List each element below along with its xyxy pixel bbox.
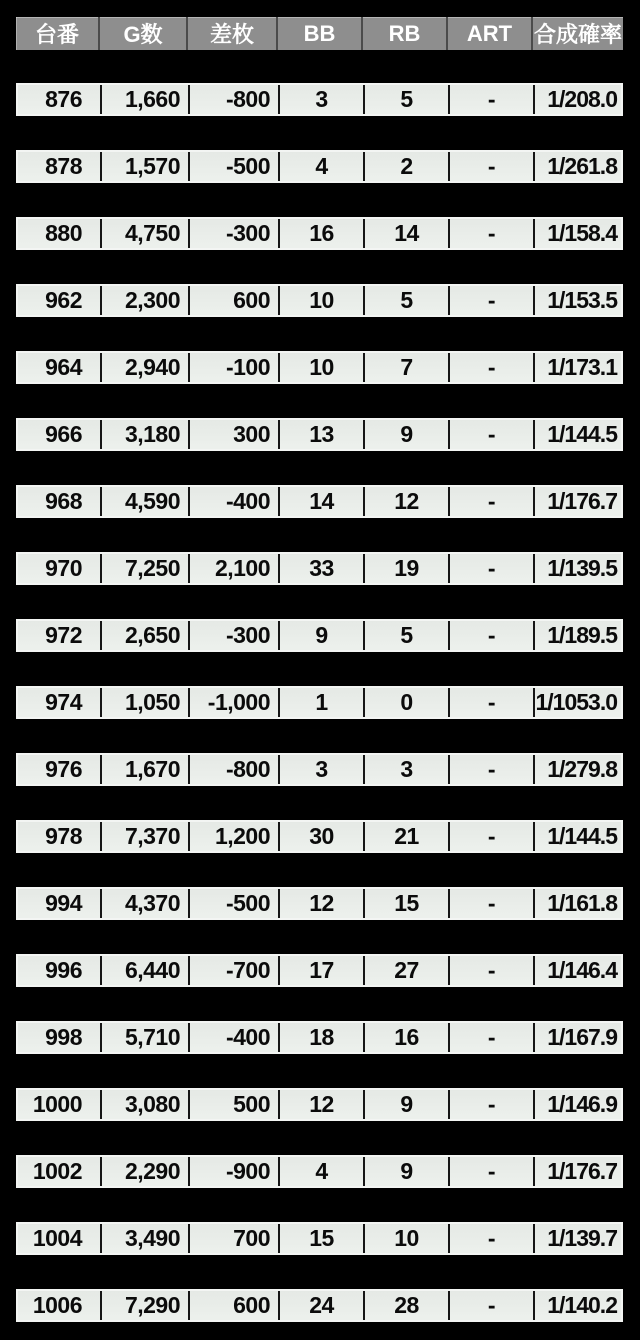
column-header-art: ART xyxy=(448,17,533,50)
cell-games: 1,660 xyxy=(102,85,190,114)
column-header-bb: BB xyxy=(278,17,363,50)
cell-diff: -800 xyxy=(190,85,280,114)
cell-bb: 30 xyxy=(280,822,365,851)
table-row xyxy=(16,217,623,250)
cell-diff: -800 xyxy=(190,755,280,784)
cell-unit: 880 xyxy=(18,219,102,248)
cell-art: - xyxy=(450,420,535,449)
table-body xyxy=(16,83,623,1322)
column-header-rate: 合成確率 xyxy=(533,22,622,47)
cell-art: - xyxy=(450,822,535,851)
cell-rate: 1/139.7 xyxy=(547,1225,617,1251)
cell-diff: 2,100 xyxy=(190,554,280,583)
table-row xyxy=(16,552,623,585)
cell-games: 2,940 xyxy=(102,353,190,382)
cell-rate: 1/261.8 xyxy=(547,153,617,179)
cell-bb: 14 xyxy=(280,487,365,516)
table-row xyxy=(16,485,623,518)
cell-games: 1,670 xyxy=(102,755,190,784)
cell-rate: 1/167.9 xyxy=(547,1024,617,1050)
cell-games: 3,180 xyxy=(102,420,190,449)
cell-bb: 3 xyxy=(280,755,365,784)
cell-games: 4,750 xyxy=(102,219,190,248)
cell-rate: 1/140.2 xyxy=(547,1292,617,1318)
cell-rate: 1/208.0 xyxy=(547,86,617,112)
table-row xyxy=(16,887,623,920)
table-row xyxy=(16,150,623,183)
cell-unit: 976 xyxy=(18,755,102,784)
cell-rb: 9 xyxy=(365,1157,450,1186)
cell-art: - xyxy=(450,487,535,516)
cell-unit: 1004 xyxy=(18,1224,102,1253)
table-row xyxy=(16,619,623,652)
table-header-row xyxy=(16,17,623,50)
cell-diff: -1,000 xyxy=(190,688,280,717)
cell-bb: 33 xyxy=(280,554,365,583)
cell-art: - xyxy=(450,219,535,248)
cell-rate: 1/176.7 xyxy=(547,488,617,514)
cell-rb: 28 xyxy=(365,1291,450,1320)
cell-rate: 1/146.9 xyxy=(547,1091,617,1117)
cell-bb: 17 xyxy=(280,956,365,985)
cell-games: 1,050 xyxy=(102,688,190,717)
cell-rate: 1/158.4 xyxy=(547,220,617,246)
cell-bb: 12 xyxy=(280,889,365,918)
cell-art: - xyxy=(450,353,535,382)
cell-games: 2,650 xyxy=(102,621,190,650)
cell-bb: 9 xyxy=(280,621,365,650)
table-row xyxy=(16,753,623,786)
cell-bb: 24 xyxy=(280,1291,365,1320)
cell-unit: 962 xyxy=(18,286,102,315)
cell-unit: 996 xyxy=(18,956,102,985)
cell-unit: 970 xyxy=(18,554,102,583)
cell-games: 7,370 xyxy=(102,822,190,851)
cell-games: 3,490 xyxy=(102,1224,190,1253)
cell-games: 1,570 xyxy=(102,152,190,181)
cell-bb: 10 xyxy=(280,286,365,315)
cell-rb: 14 xyxy=(365,219,450,248)
cell-unit: 998 xyxy=(18,1023,102,1052)
cell-unit: 878 xyxy=(18,152,102,181)
cell-rb: 21 xyxy=(365,822,450,851)
cell-art: - xyxy=(450,286,535,315)
cell-rb: 5 xyxy=(365,621,450,650)
cell-unit: 978 xyxy=(18,822,102,851)
table-row xyxy=(16,954,623,987)
cell-games: 4,370 xyxy=(102,889,190,918)
cell-unit: 968 xyxy=(18,487,102,516)
cell-diff: -300 xyxy=(190,621,280,650)
cell-bb: 4 xyxy=(280,152,365,181)
cell-art: - xyxy=(450,755,535,784)
cell-games: 5,710 xyxy=(102,1023,190,1052)
table-row xyxy=(16,820,623,853)
cell-diff: 600 xyxy=(190,286,280,315)
cell-bb: 13 xyxy=(280,420,365,449)
cell-games: 6,440 xyxy=(102,956,190,985)
cell-rb: 2 xyxy=(365,152,450,181)
cell-bb: 12 xyxy=(280,1090,365,1119)
cell-games: 7,250 xyxy=(102,554,190,583)
cell-games: 2,290 xyxy=(102,1157,190,1186)
cell-rb: 19 xyxy=(365,554,450,583)
column-header-diff: 差枚 xyxy=(188,17,278,50)
cell-rate: 1/146.4 xyxy=(547,957,617,983)
cell-games: 7,290 xyxy=(102,1291,190,1320)
cell-unit: 966 xyxy=(18,420,102,449)
cell-diff: -900 xyxy=(190,1157,280,1186)
cell-bb: 3 xyxy=(280,85,365,114)
cell-diff: -400 xyxy=(190,487,280,516)
cell-bb: 1 xyxy=(280,688,365,717)
table-row xyxy=(16,83,623,116)
cell-diff: -100 xyxy=(190,353,280,382)
cell-diff: -700 xyxy=(190,956,280,985)
cell-rb: 3 xyxy=(365,755,450,784)
cell-art: - xyxy=(450,889,535,918)
cell-art: - xyxy=(450,85,535,114)
cell-rb: 5 xyxy=(365,85,450,114)
cell-diff: 500 xyxy=(190,1090,280,1119)
cell-art: - xyxy=(450,1157,535,1186)
cell-unit: 964 xyxy=(18,353,102,382)
table-row xyxy=(16,1222,623,1255)
cell-bb: 18 xyxy=(280,1023,365,1052)
cell-unit: 972 xyxy=(18,621,102,650)
cell-rb: 16 xyxy=(365,1023,450,1052)
cell-rate: 1/144.5 xyxy=(547,421,617,447)
cell-bb: 4 xyxy=(280,1157,365,1186)
table-row xyxy=(16,1155,623,1188)
cell-diff: 300 xyxy=(190,420,280,449)
cell-art: - xyxy=(450,688,535,717)
table-row xyxy=(16,284,623,317)
column-header-games: G数 xyxy=(100,17,188,50)
table-row xyxy=(16,1021,623,1054)
cell-diff: -500 xyxy=(190,152,280,181)
cell-rate: 1/189.5 xyxy=(547,622,617,648)
cell-rate: 1/153.5 xyxy=(547,287,617,313)
cell-rate: 1/1053.0 xyxy=(535,689,617,715)
cell-unit: 1002 xyxy=(18,1157,102,1186)
cell-unit: 994 xyxy=(18,889,102,918)
cell-rb: 9 xyxy=(365,1090,450,1119)
cell-art: - xyxy=(450,1023,535,1052)
cell-art: - xyxy=(450,621,535,650)
cell-bb: 10 xyxy=(280,353,365,382)
cell-rb: 0 xyxy=(365,688,450,717)
table-row xyxy=(16,1088,623,1121)
cell-diff: 1,200 xyxy=(190,822,280,851)
cell-bb: 15 xyxy=(280,1224,365,1253)
cell-rate: 1/176.7 xyxy=(547,1158,617,1184)
cell-rb: 15 xyxy=(365,889,450,918)
cell-art: - xyxy=(450,152,535,181)
column-header-rb: RB xyxy=(363,17,448,50)
cell-unit: 1006 xyxy=(18,1291,102,1320)
column-header-unit: 台番 xyxy=(16,17,100,50)
cell-rate: 1/139.5 xyxy=(547,555,617,581)
cell-diff: -300 xyxy=(190,219,280,248)
cell-rate: 1/279.8 xyxy=(547,756,617,782)
cell-bb: 16 xyxy=(280,219,365,248)
cell-games: 4,590 xyxy=(102,487,190,516)
cell-rb: 10 xyxy=(365,1224,450,1253)
machine-data-table xyxy=(16,17,623,1322)
table-row xyxy=(16,1289,623,1322)
cell-rb: 7 xyxy=(365,353,450,382)
cell-rb: 27 xyxy=(365,956,450,985)
cell-diff: -500 xyxy=(190,889,280,918)
cell-unit: 876 xyxy=(18,85,102,114)
cell-art: - xyxy=(450,1224,535,1253)
cell-diff: 700 xyxy=(190,1224,280,1253)
cell-unit: 974 xyxy=(18,688,102,717)
cell-rate: 1/173.1 xyxy=(547,354,617,380)
cell-art: - xyxy=(450,1090,535,1119)
table-row xyxy=(16,351,623,384)
table-row xyxy=(16,686,623,719)
cell-rate: 1/161.8 xyxy=(547,890,617,916)
cell-rate: 1/144.5 xyxy=(547,823,617,849)
table-row xyxy=(16,418,623,451)
cell-games: 3,080 xyxy=(102,1090,190,1119)
cell-art: - xyxy=(450,1291,535,1320)
cell-rb: 9 xyxy=(365,420,450,449)
cell-art: - xyxy=(450,956,535,985)
cell-games: 2,300 xyxy=(102,286,190,315)
cell-diff: 600 xyxy=(190,1291,280,1320)
cell-rb: 12 xyxy=(365,487,450,516)
cell-rb: 5 xyxy=(365,286,450,315)
cell-unit: 1000 xyxy=(18,1090,102,1119)
cell-diff: -400 xyxy=(190,1023,280,1052)
cell-art: - xyxy=(450,554,535,583)
